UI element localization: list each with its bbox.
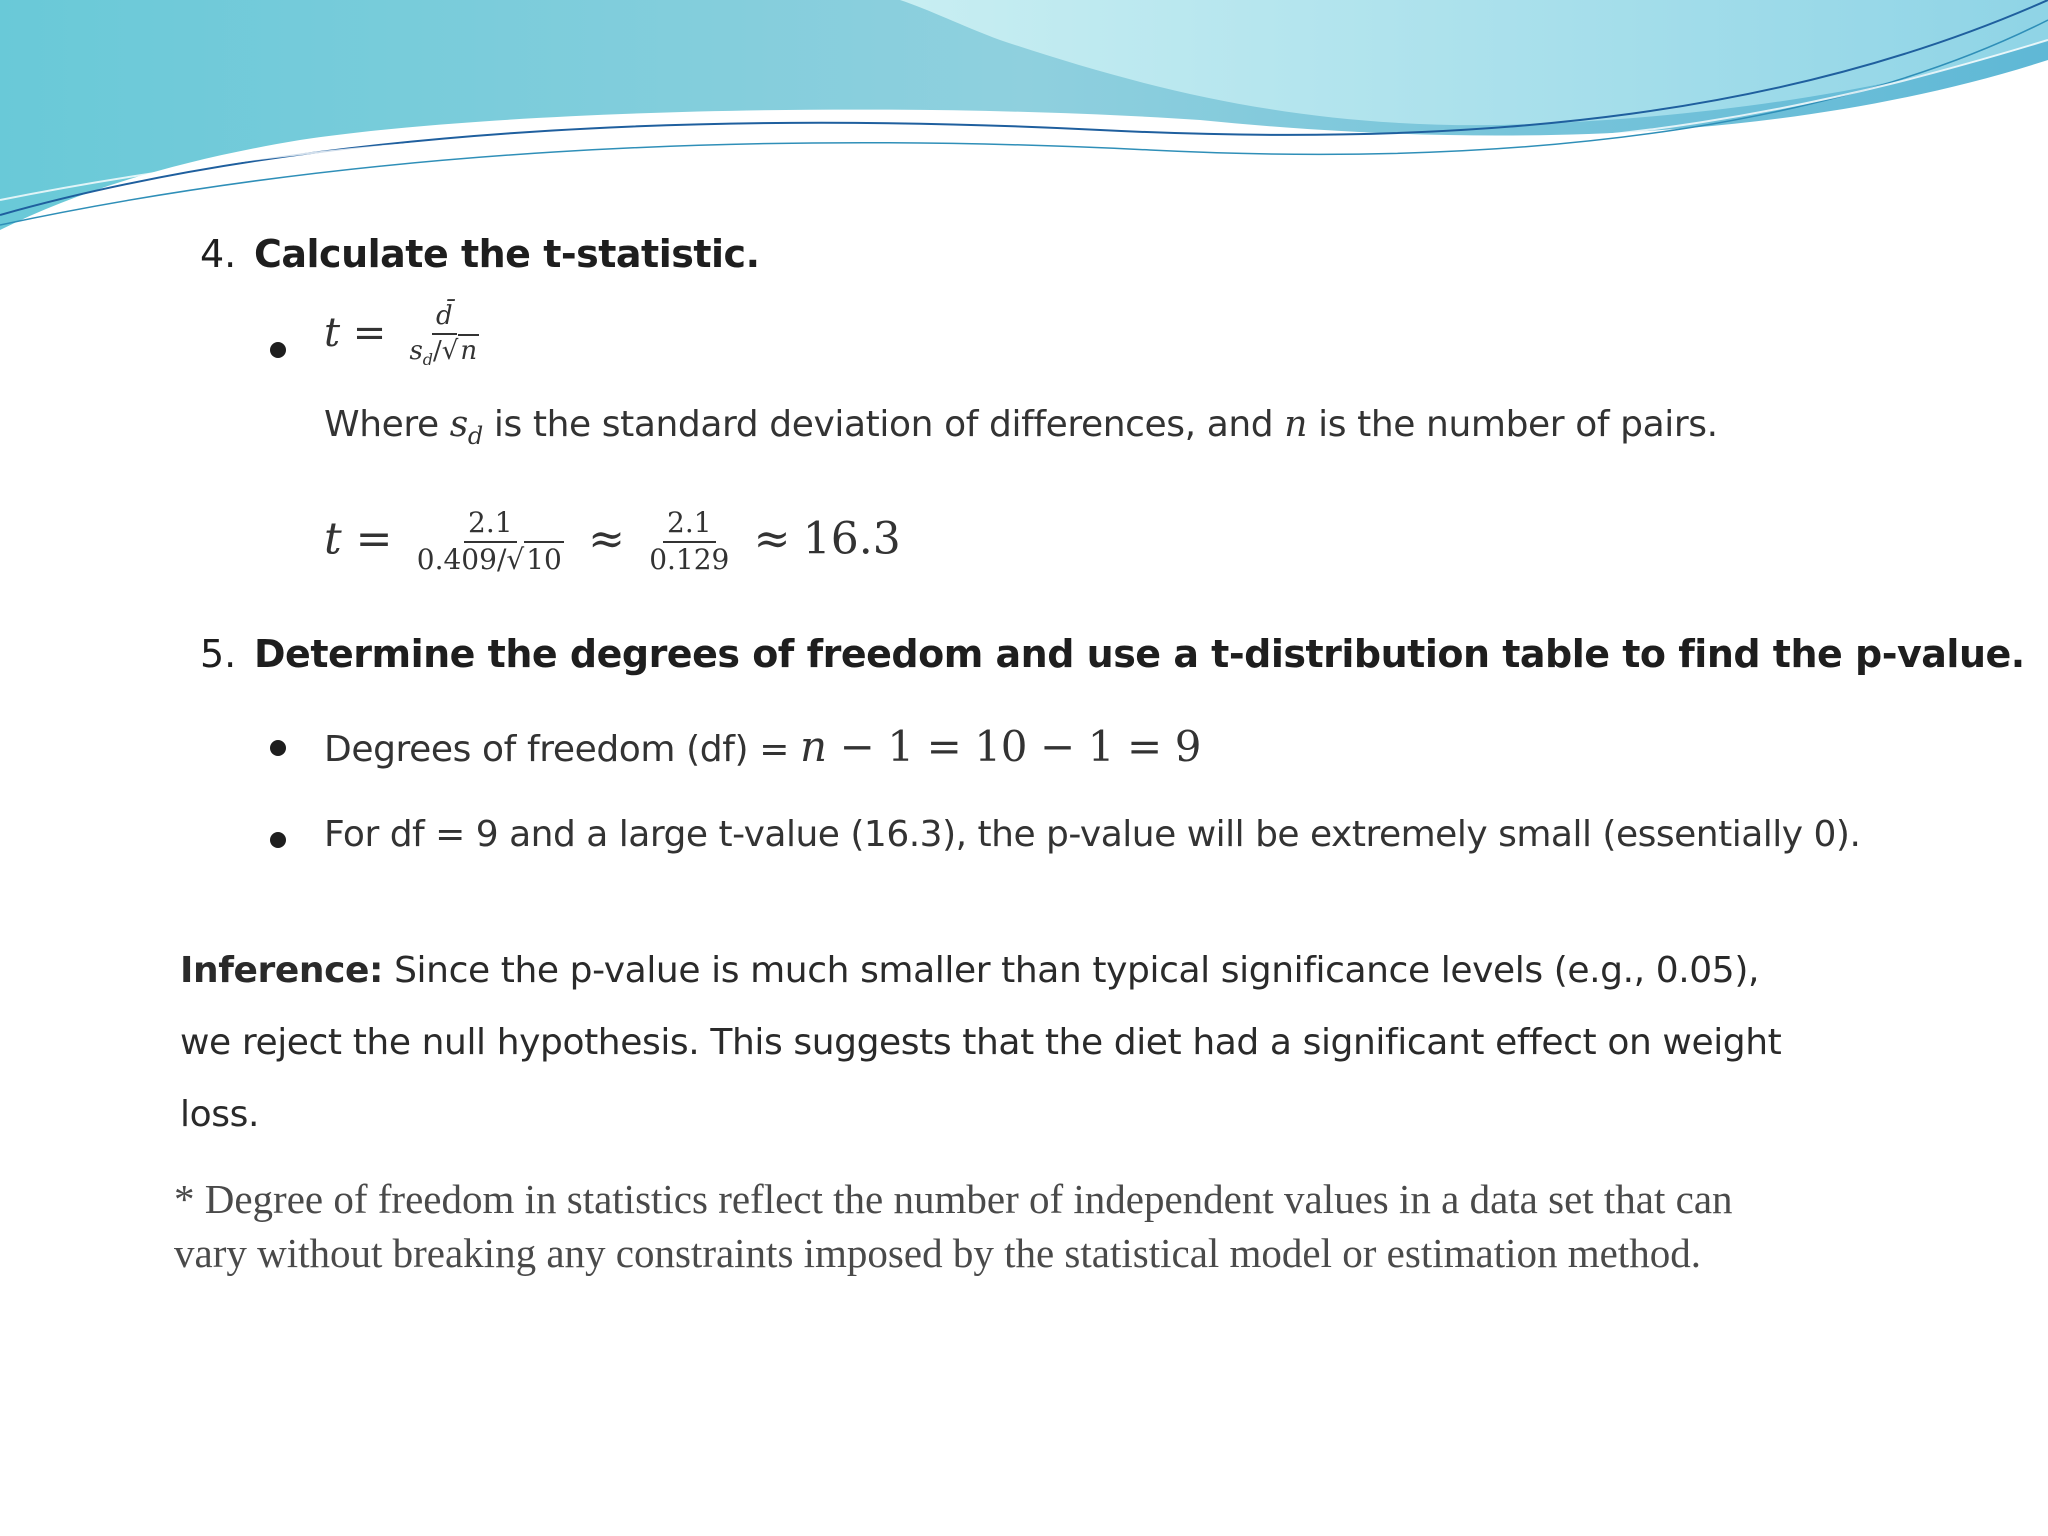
step-5-heading — [200, 632, 2025, 676]
bullet-icon — [270, 342, 286, 358]
approx-2: ≈ — [753, 513, 791, 565]
frac1-den-a: 0.409/ — [416, 542, 507, 576]
var-n: n — [1284, 404, 1308, 445]
sqrt-n: n — [460, 335, 478, 366]
t-statistic-formula — [324, 302, 491, 368]
where-p1: Where — [324, 404, 450, 445]
formula-numerator: d̄ — [432, 302, 457, 335]
df-text: Degrees of freedom (df) = — [324, 729, 801, 770]
where-p2: is the standard deviation of differences, and — [482, 404, 1285, 445]
step-title: Determine the degrees of freedom and use a t-distribution table to find the p-value. — [254, 632, 2025, 676]
degrees-of-freedom-line — [324, 722, 1201, 771]
var-s: s — [409, 335, 423, 366]
df-equation: − 1 = 10 − 1 = 9 — [826, 722, 1202, 771]
step-4-heading — [200, 232, 760, 276]
step-number: 4. — [200, 232, 237, 276]
inference-paragraph — [180, 935, 1820, 1151]
frac2-numerator: 2.1 — [663, 508, 716, 543]
bullet-icon — [270, 832, 286, 848]
sub-d: d — [422, 349, 434, 369]
step-title: Calculate the t-statistic. — [254, 232, 760, 276]
df-var-n: n — [800, 722, 827, 771]
frac1-numerator: 2.1 — [464, 508, 517, 543]
footnote: * Degree of freedom in statistics reflect the number of independent values in a data set that can vary without breaking any constraints imposed by the statistical model or estimation method. — [174, 1176, 1733, 1276]
bullet-icon — [270, 740, 286, 756]
p-value-line: For df = 9 and a large t-value (16.3), the p-value will be extremely small (essentially 0). — [324, 814, 1861, 855]
frac1-denominator: 0.409/√10 — [416, 542, 562, 576]
frac2-denominator: 0.129 — [649, 542, 730, 576]
var-s-sub: d — [467, 422, 483, 451]
inference-text: Since the p-value is much smaller than typical significance levels (e.g., 0.05), we reject the null hypothesis. This suggests that the diet had a significant effect on weight loss. — [180, 950, 1782, 1135]
calc-fraction-1 — [413, 508, 568, 576]
var-s: s — [449, 404, 468, 445]
approx-1: ≈ — [588, 513, 625, 565]
t-result: 16.3 — [802, 513, 901, 565]
frac1-sqrt: 10 — [526, 542, 562, 576]
calc-fraction-2 — [645, 508, 733, 576]
formula-denominator: $s_d/√n$ — [409, 335, 478, 369]
header-wave-decoration — [0, 0, 2048, 240]
slash: / — [433, 335, 442, 366]
where-p3: is the number of pairs. — [1307, 404, 1718, 445]
calc-lhs: t = — [324, 513, 393, 565]
inference-label: Inference: — [180, 950, 384, 991]
t-calculation — [324, 508, 901, 576]
formula-lhs: t = — [324, 309, 387, 356]
where-explanation — [324, 404, 1718, 450]
formula-fraction — [405, 302, 483, 368]
step-number: 5. — [200, 632, 237, 676]
